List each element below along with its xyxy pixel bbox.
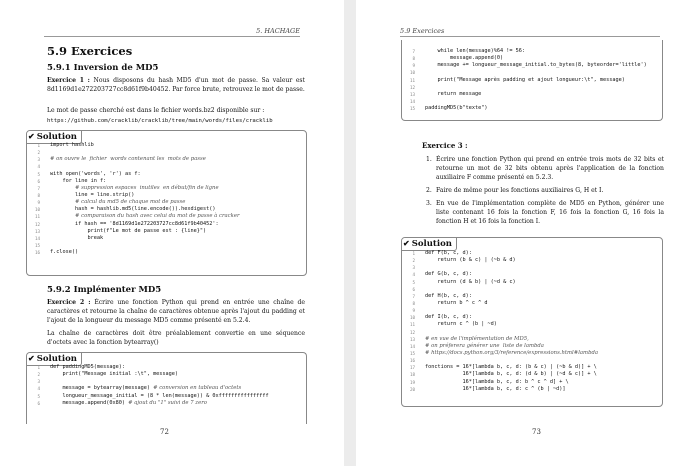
code-block-solution-3	[409, 250, 663, 393]
section-title: 5.9 Exercices	[47, 44, 133, 58]
line-number: 3	[412, 265, 415, 271]
code-line	[412, 307, 663, 314]
code-text	[45, 185, 219, 192]
code-line	[409, 314, 663, 321]
line-number: 12	[409, 84, 415, 90]
line-number: 4	[37, 386, 40, 392]
line-number: 7	[412, 49, 415, 54]
right-page	[356, 0, 700, 466]
code-line	[412, 271, 663, 278]
item-number: 3.	[426, 199, 432, 207]
code-text: paddingMD5(b"texte")	[425, 105, 488, 112]
line-number: 5	[412, 279, 415, 285]
line-number: 8	[37, 192, 40, 198]
line-number: 3	[37, 379, 40, 385]
exercise-label: Exercice 1 :	[47, 77, 90, 84]
line-number: 1	[37, 143, 40, 148]
code-line	[412, 48, 663, 55]
line-number: 16	[409, 358, 415, 364]
code-line	[34, 213, 307, 220]
line-number: 4	[412, 272, 415, 278]
running-header: 5. HACHAGE	[256, 27, 300, 35]
code-text: def I(b, c, d):	[425, 314, 472, 321]
code-text	[420, 343, 544, 350]
exercise-text: Écrire une fonction Python qui prend en entrée une chaîne de caractères et retourne la chaîne de caractères obtenue après l'ajout du padding et l'ajout de la longueur du message MD5 comme présenté en 5.2.4.	[47, 299, 306, 325]
line-number: 6	[37, 178, 40, 184]
code-comment: # ajout du "1" suivi de 7 zero	[128, 399, 207, 406]
exercise-3-label: Exercice 3 :	[422, 141, 468, 150]
code-line	[409, 335, 663, 343]
exercise-3-list	[426, 155, 664, 230]
line-number: 11	[409, 77, 415, 83]
line-number: 7	[37, 185, 40, 191]
code-text	[420, 350, 598, 357]
code-line	[409, 329, 663, 336]
checkmark-icon: ✔	[403, 238, 410, 248]
code-line	[412, 257, 663, 264]
code-text: def H(b, c, d):	[425, 292, 472, 299]
code-text: f.close()	[50, 249, 79, 256]
code-line	[37, 364, 307, 371]
subsection-title: 5.9.2 Implémenter MD5	[47, 285, 162, 295]
line-number: 9	[412, 63, 415, 69]
code-line	[409, 371, 663, 378]
line-number: 19	[409, 379, 415, 385]
code-line	[37, 142, 307, 149]
code-line	[34, 249, 307, 256]
code-line	[34, 227, 307, 235]
code-line	[409, 105, 663, 112]
line-number: 2	[37, 372, 40, 378]
line-number: 11	[34, 214, 40, 220]
code-line	[412, 278, 663, 286]
code-text: return (b & c) | (~b & d)	[425, 257, 516, 264]
code-line	[37, 371, 307, 378]
line-number: 13	[34, 228, 40, 234]
code-comment: # conversion en tableau d'octets	[153, 385, 242, 392]
line-number: 9	[37, 200, 40, 206]
exercise-3-item	[426, 186, 664, 195]
code-line	[409, 385, 663, 393]
line-number: 8	[412, 56, 415, 62]
exercise-1-hint: Le mot de passe cherché est dans le fichier words.bz2 disponible sur :	[47, 107, 265, 114]
code-text: print("Message initial :\t", message)	[50, 371, 179, 378]
code-text: message.append(0)	[425, 55, 504, 62]
code-text: print(f"Le mot de passe est : {line}")	[50, 227, 207, 234]
line-number: 13	[409, 91, 415, 97]
code-line	[37, 163, 307, 170]
item-text: Faire de même pour les fonctions auxiliaires G, H et I.	[436, 187, 604, 195]
code-line	[37, 170, 307, 178]
line-number: 12	[409, 329, 415, 335]
line-number: 12	[34, 221, 40, 227]
exercise-3-item	[426, 155, 664, 183]
code-text	[420, 336, 529, 343]
code-text: message.append(0x80) # ajout du "1" suivi de 7 zero	[50, 399, 207, 406]
line-number: 15	[409, 106, 415, 112]
solution-label: Solution	[36, 132, 77, 142]
page-number: 73	[532, 428, 541, 436]
line-number: 14	[34, 235, 40, 241]
item-text: Écrire une fonction Python qui prend en entrée trois mots de 32 bits et retourne un mot de 32 bits obtenu après l'application de la fonction auxiliaire F comme présenté en 5.2.3.	[436, 156, 664, 182]
code-line	[37, 392, 307, 400]
words-file-link[interactable]: https://github.com/cracklib/cracklib/tree/main/words/files/cracklib	[47, 118, 273, 124]
code-line	[409, 321, 663, 328]
code-text: 16*[lambda b, c, d: c ^ (b | ~d)]	[425, 385, 566, 392]
code-line	[409, 76, 663, 84]
code-line	[412, 264, 663, 271]
code-line	[409, 342, 663, 350]
code-text: hash = hashlib.md5(line.encode()).hexdigest()	[50, 206, 216, 213]
line-number: 2	[37, 150, 40, 156]
code-line	[412, 55, 663, 62]
line-number: 5	[37, 393, 40, 399]
line-number: 16	[34, 250, 40, 256]
code-comment: # suppression espaces inutiles en début/fin de ligne	[75, 184, 219, 191]
code-text	[45, 199, 185, 206]
exercise-text: Nous disposons du hash MD5 d'un mot de passe. Sa valeur est 8d1169d1e272203727cc8d61f9b40452. Par force brute, retrouvez le mot de passe.	[47, 77, 305, 94]
code-text: line = line.strip()	[50, 191, 135, 198]
line-number: 11	[409, 322, 415, 328]
code-comment: # comparaison du hash avec celui du mot de passe à cracker	[75, 213, 240, 220]
code-line	[412, 62, 663, 69]
code-line	[409, 349, 663, 357]
code-comment: # calcul du md5 de chaque mot de passe	[75, 199, 186, 206]
item-number: 2.	[426, 187, 432, 195]
code-comment: # on préferera générer une liste de lambda	[425, 342, 544, 349]
line-number: 4	[37, 164, 40, 170]
code-text: return message	[425, 90, 482, 97]
line-number: 7	[412, 293, 415, 299]
code-line	[409, 90, 663, 98]
line-number: 10	[34, 207, 40, 213]
exercise-label: Exercice 2 :	[47, 299, 91, 306]
code-line	[37, 177, 307, 185]
checkmark-icon: ✔	[28, 131, 35, 141]
header-rule	[44, 36, 300, 37]
code-line	[409, 98, 663, 105]
line-number: 10	[409, 70, 415, 76]
code-text: print("Message après padding et ajout longueur:\t", message)	[425, 76, 625, 83]
code-text: fonctions = 16*[lambda b, c, d: (b & c) | (~b & d)] + \	[425, 364, 597, 371]
code-text: 16*[lambda b, c, d: b ^ c ^ d] + \	[425, 378, 569, 385]
line-number: 2	[412, 258, 415, 264]
line-number: 8	[412, 300, 415, 306]
solution-label: Solution	[411, 239, 452, 249]
left-page	[0, 0, 344, 466]
code-line	[412, 299, 663, 307]
code-line	[409, 84, 663, 91]
code-text: return c ^ (b | ~d)	[425, 321, 497, 328]
solution-tag	[401, 237, 457, 251]
code-line	[37, 191, 307, 199]
code-line	[412, 292, 663, 300]
item-text: En vue de l'implémentation complète de MD5 en Python, générer une liste contenant 16 fois la fonction F, 16 fois la fonction G, 16 fois la fonction H et 16 fois la fonction I.	[436, 199, 664, 226]
line-number: 6	[412, 286, 415, 292]
code-comment: # on ouvre le fichier words contenant les mots de passe	[50, 156, 206, 163]
line-number: 9	[412, 308, 415, 314]
code-line	[34, 220, 307, 228]
code-block-solution-2	[37, 364, 307, 407]
code-text: return b ^ c ^ d	[425, 299, 488, 306]
exercise-2-hint: La chaîne de caractères doit être préalablement convertie en une séquence d'octets avec la fonction bytearray()	[47, 330, 305, 347]
code-line	[37, 199, 307, 206]
code-line	[34, 242, 307, 249]
code-line	[409, 364, 663, 371]
line-number: 18	[409, 372, 415, 378]
code-line	[37, 378, 307, 385]
line-number: 13	[409, 336, 415, 342]
exercise-1-statement	[47, 76, 305, 94]
code-text: message += longueur_message_initial.to_bytes(8, byteorder='little')	[425, 62, 647, 69]
code-text: return (d & b) | (~d & c)	[425, 278, 516, 285]
code-text	[45, 156, 206, 163]
line-number: 15	[34, 242, 40, 248]
code-line	[37, 149, 307, 156]
line-number: 14	[409, 98, 415, 104]
exercise-2-statement	[47, 298, 305, 326]
code-text: longueur_message_initial = (8 * len(message)) & 0xffffffffffffffff	[50, 392, 269, 399]
code-text: with open('words', 'r') as f:	[50, 170, 141, 177]
line-number: 14	[409, 343, 415, 349]
line-number: 5	[37, 171, 40, 177]
code-line	[409, 69, 663, 76]
code-line	[409, 357, 663, 364]
code-line	[37, 399, 307, 407]
code-line	[37, 385, 307, 392]
line-number: 3	[37, 157, 40, 163]
code-line	[37, 184, 307, 192]
subsection-title: 5.9.1 Inversion de MD5	[47, 63, 159, 73]
code-text	[45, 213, 240, 220]
line-number: 20	[409, 386, 415, 392]
code-text: if hash == '8d1169d1e272203727cc8d61f9b40452':	[50, 220, 219, 227]
running-header: 5.9 Exercices	[400, 27, 445, 35]
page-number: 72	[160, 428, 169, 436]
item-number: 1.	[426, 156, 432, 163]
code-text: for line in f:	[50, 177, 107, 184]
code-text: message = bytearray(message) # conversion en tableau d'octets	[50, 385, 242, 392]
line-number: 10	[409, 315, 415, 321]
code-line	[37, 156, 307, 163]
line-number: 15	[409, 350, 415, 356]
code-block-solution-2-continued	[409, 48, 663, 112]
code-line	[412, 286, 663, 293]
code-text: def paddingMD5(message):	[50, 364, 125, 370]
code-text: def F(b, c, d):	[425, 250, 472, 256]
code-text: while len(message)%64 != 56:	[425, 48, 525, 54]
exercise-3-item	[426, 199, 664, 227]
header-rule	[400, 36, 660, 37]
line-number: 6	[37, 400, 40, 406]
line-number: 1	[412, 251, 415, 256]
code-text: 16*[lambda b, c, d: (d & b) | (~d & c)] + \	[425, 371, 597, 378]
solution-label: Solution	[36, 354, 77, 364]
code-line	[34, 234, 307, 242]
checkmark-icon: ✔	[28, 353, 35, 363]
code-line	[412, 250, 663, 257]
line-number: 17	[409, 365, 415, 371]
code-text: def G(b, c, d):	[425, 271, 472, 278]
code-text: import hashlib	[50, 142, 94, 148]
code-comment: # https://docs.python.org/3/reference/expressions.html#lambda	[425, 349, 599, 356]
code-comment: # en vue de l'implémentation de MD5,	[425, 335, 529, 342]
code-line	[409, 378, 663, 386]
line-number: 1	[37, 365, 40, 370]
code-block-solution-1	[34, 142, 307, 256]
code-text: break	[50, 234, 104, 241]
